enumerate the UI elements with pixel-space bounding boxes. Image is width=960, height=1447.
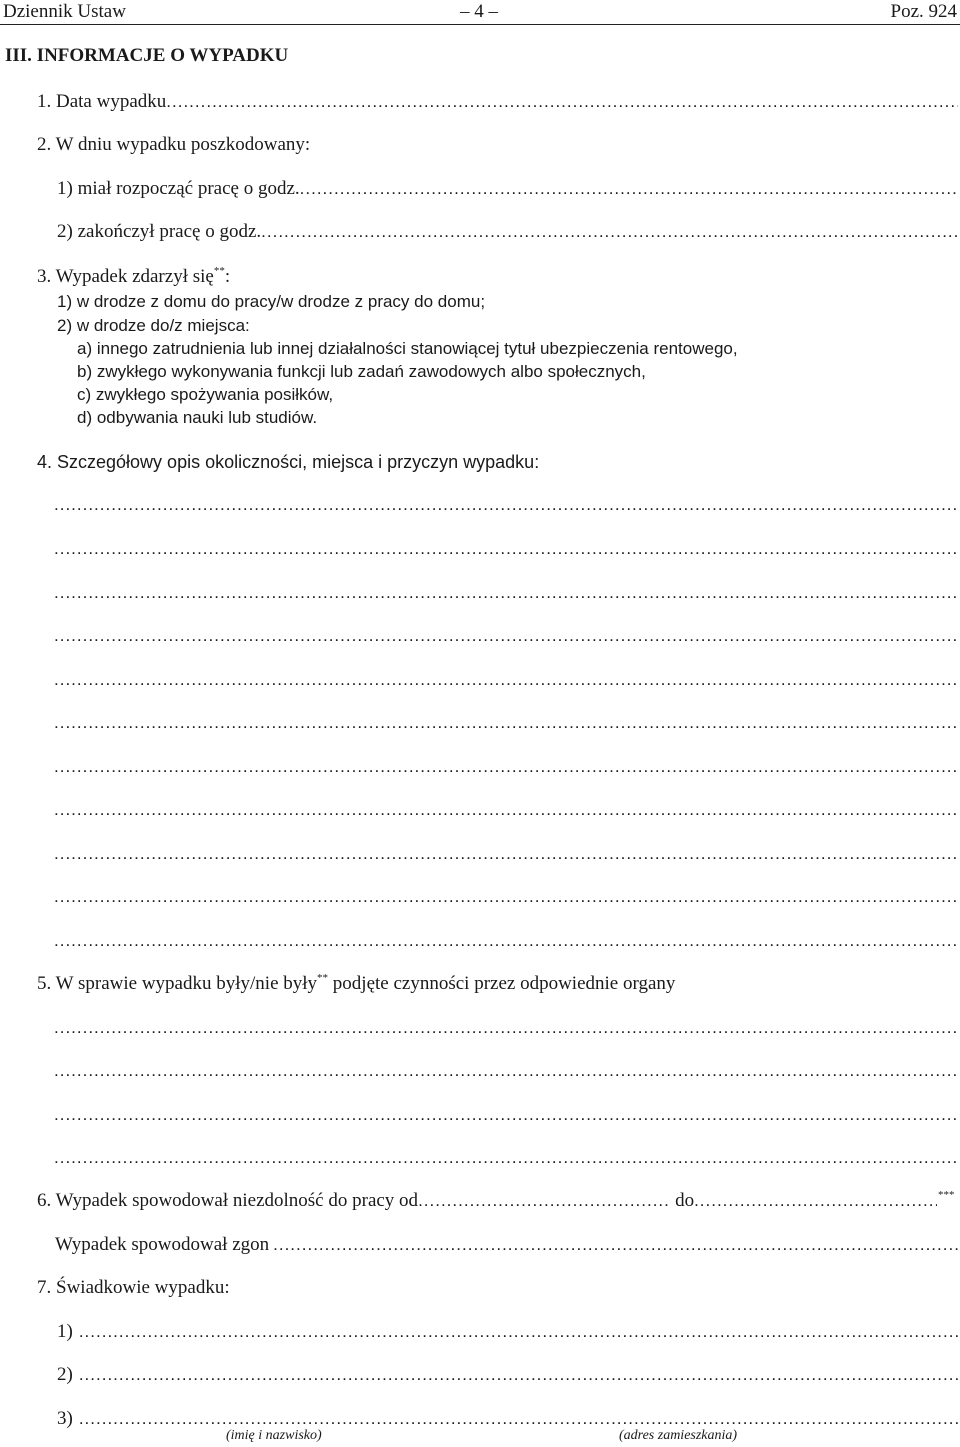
caption-address: (adres zamieszkania): [619, 1428, 738, 1443]
death-field[interactable]: [55, 1234, 958, 1256]
description-line[interactable]: [54, 670, 958, 690]
description-line[interactable]: [54, 844, 958, 864]
accident-date-label: 1. Data wypadku: [37, 91, 167, 112]
description-line[interactable]: [54, 539, 958, 559]
option-meals[interactable]: c) zwykłego spożywania posiłków,: [77, 385, 334, 404]
description-line[interactable]: [54, 887, 958, 907]
witness-2-number: 2): [57, 1364, 73, 1385]
incapacity-label: 6. Wypadek spowodował niezdolność do pracy od: [37, 1190, 419, 1211]
accident-location-colon: :: [224, 266, 231, 287]
witness-1-field[interactable]: [57, 1321, 958, 1343]
caption-name: (imię i nazwisko): [226, 1428, 322, 1443]
witness-3-field[interactable]: [57, 1408, 958, 1430]
work-end-label: 2) zakończył pracę o godz.: [57, 221, 262, 242]
witness-1-dots[interactable]: [79, 1322, 958, 1342]
footnote-mark: **: [317, 972, 329, 984]
description-line[interactable]: [54, 931, 958, 951]
option-to-from-place[interactable]: 2) w drodze do/z miejsca:: [57, 316, 250, 335]
page-header: [0, 0, 960, 25]
accident-date-dots: [166, 92, 958, 112]
footnote-mark: **: [213, 265, 225, 277]
workday-label: 2. W dniu wypadku poszkodowany:: [37, 134, 311, 155]
death-dots[interactable]: [273, 1235, 958, 1255]
death-label: Wypadek spowodował zgon: [55, 1234, 270, 1255]
work-start-time-field[interactable]: [57, 178, 958, 200]
work-end-dots: [261, 222, 958, 242]
incapacity-from-dots[interactable]: [418, 1191, 670, 1211]
description-line[interactable]: [54, 495, 958, 515]
witnesses-label: 7. Świadkowie wypadku:: [37, 1277, 230, 1298]
authorities-text-end: podjęte czynności przez odpowiednie organy: [332, 973, 676, 994]
description-line[interactable]: [54, 800, 958, 820]
authorities-line[interactable]: [54, 1105, 958, 1125]
option-professional-duties[interactable]: b) zwykłego wykonywania funkcji lub zadań zawodowych albo społecznych,: [77, 362, 646, 381]
accident-date-field[interactable]: [37, 91, 958, 113]
authorities-text-start: 5. W sprawie wypadku były/nie były: [37, 973, 318, 994]
authorities-label: [37, 973, 675, 995]
work-start-label: 1) miał rozpocząć pracę o godz.: [57, 178, 300, 199]
description-line[interactable]: [54, 757, 958, 777]
header-journal-name: Dziennik Ustaw: [3, 1, 126, 22]
description-label: 4. Szczegółowy opis okoliczności, miejsca i przyczyn wypadku:: [37, 452, 540, 472]
header-page-number: – 4 –: [460, 1, 498, 22]
witness-1-number: 1): [57, 1321, 73, 1342]
option-studies[interactable]: d) odbywania nauki lub studiów.: [77, 408, 318, 427]
description-line[interactable]: [54, 626, 958, 646]
description-line[interactable]: [54, 583, 958, 603]
accident-location-label: [37, 266, 230, 288]
incapacity-to-dots[interactable]: [694, 1191, 937, 1211]
witness-2-dots[interactable]: [79, 1365, 958, 1385]
witness-2-field[interactable]: [57, 1364, 958, 1386]
work-end-time-field[interactable]: [57, 221, 958, 243]
section-title: III. INFORMACJE O WYPADKU: [5, 45, 289, 66]
authorities-line[interactable]: [54, 1148, 958, 1168]
header-position: Poz. 924: [890, 1, 957, 22]
incapacity-field[interactable]: [37, 1190, 937, 1212]
authorities-line[interactable]: [54, 1018, 958, 1038]
accident-location-text: 3. Wypadek zdarzył się: [37, 266, 214, 287]
option-commute[interactable]: 1) w drodze z domu do pracy/w drodze z pracy do domu;: [57, 292, 486, 311]
option-other-employment[interactable]: a) innego zatrudnienia lub innej działalności stanowiącej tytuł ubezpieczenia rentowego,: [77, 339, 738, 358]
witness-3-dots[interactable]: [79, 1409, 958, 1429]
work-start-dots: [300, 179, 958, 199]
witness-3-number: 3): [57, 1408, 73, 1429]
incapacity-to-label: do: [675, 1190, 695, 1211]
description-line[interactable]: [54, 713, 958, 733]
authorities-line[interactable]: [54, 1061, 958, 1081]
